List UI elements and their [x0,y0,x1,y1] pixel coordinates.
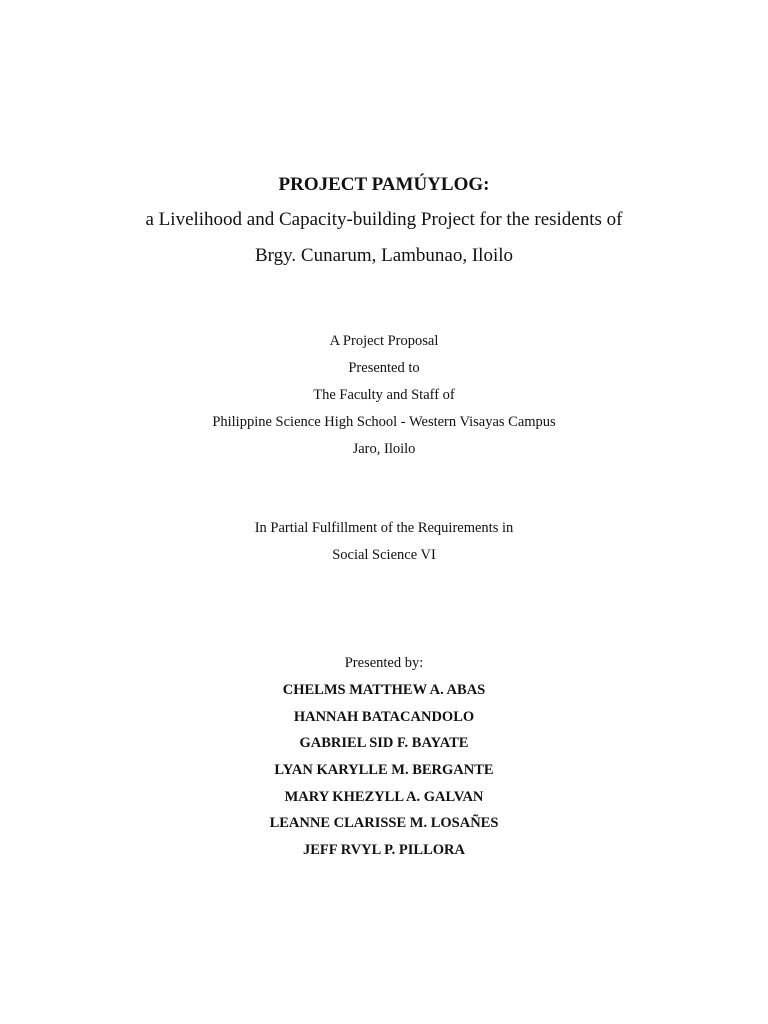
project-title: PROJECT PAMÚYLOG: [278,174,490,195]
school-location: Jaro, Iloilo [352,441,416,457]
presenter-name: JEFF RVYL P. PILLORA [303,842,465,858]
presenter-name: HANNAH BATACANDOLO [293,709,475,725]
presenter-name: MARY KHEZYLL A. GALVAN [284,789,484,805]
presented-by-label: Presented by: [344,655,424,671]
presenter-name: LYAN KARYLLE M. BERGANTE [274,762,494,778]
proposal-line: The Faculty and Staff of [313,387,455,403]
fulfillment-line: In Partial Fulfillment of the Requirements in [254,520,514,536]
proposal-line: A Project Proposal [329,333,439,349]
proposal-line: Presented to [348,360,420,376]
presenter-name: CHELMS MATTHEW A. ABAS [282,682,486,698]
project-subtitle-line-1: a Livelihood and Capacity-building Project for the residents of [145,209,623,230]
presenter-name: LEANNE CLARISSE M. LOSAÑES [269,815,499,831]
project-subtitle-line-2: Brgy. Cunarum, Lambunao, Iloilo [254,245,514,266]
school-name: Philippine Science High School - Western Visayas Campus [212,414,556,430]
presenter-name: GABRIEL SID F. BAYATE [299,735,469,751]
course-name: Social Science VI [332,547,436,563]
